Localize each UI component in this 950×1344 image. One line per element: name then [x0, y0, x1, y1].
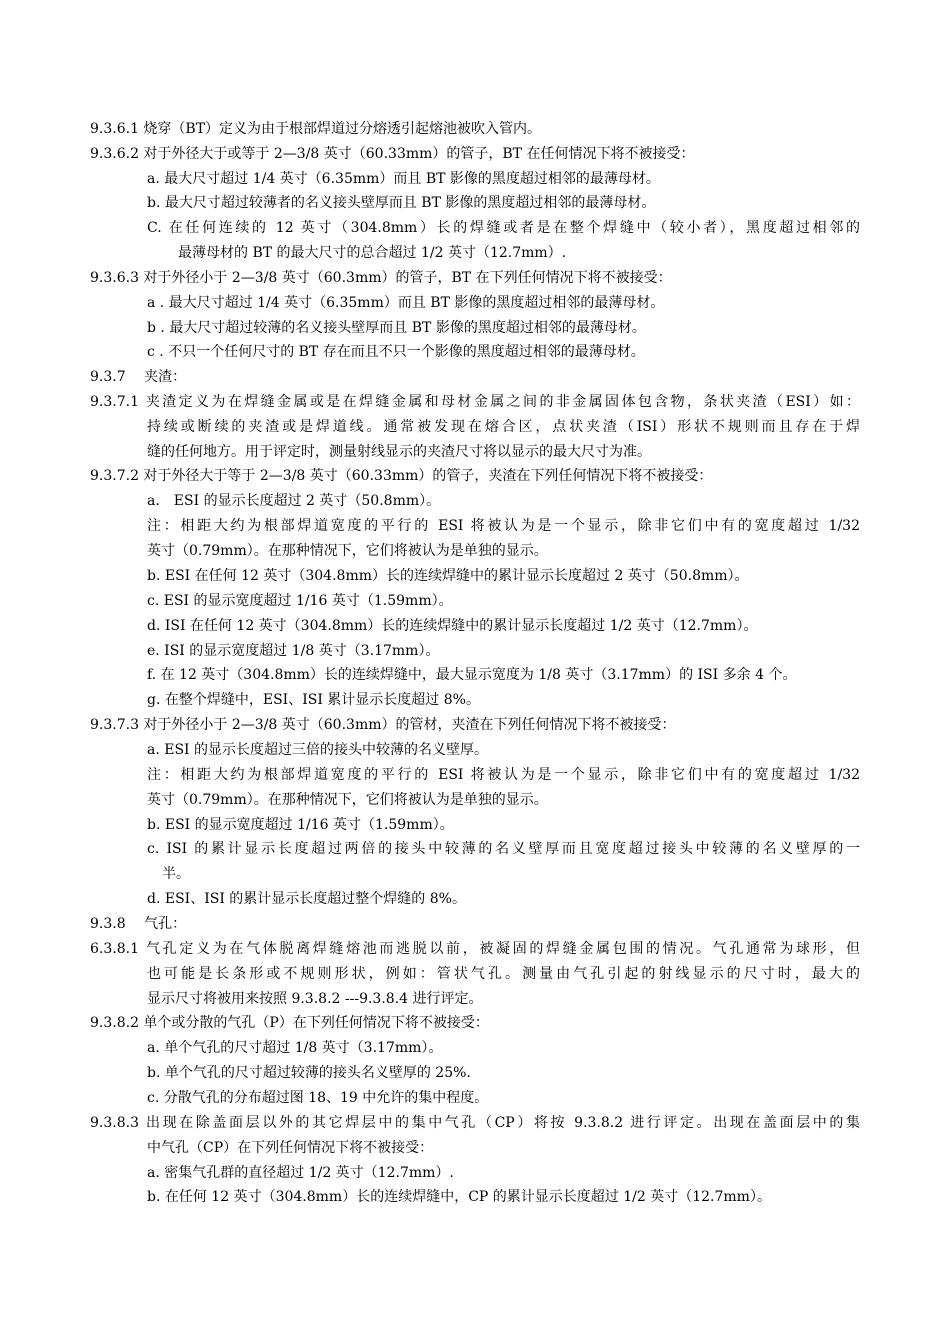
text-line: 显示尺寸将被用来按照 9.3.8.2 ---9.3.8.4 进行评定。 [147, 991, 483, 1007]
text-line: 9.3.8.3 出现在除盖面层以外的其它焊层中的集中气孔（CP）将按 9.3.8.2 进行评定。出现在盖面层中的集 [90, 1115, 860, 1131]
text-line: 9.3.6.2 对于外径大于或等于 2—3/8 英寸（60.33mm）的管子，BT 在任何情况下将不被接受： [90, 146, 695, 162]
text-line: b . 最大尺寸超过较薄的名义接头壁厚而且 BT 影像的黑度超过相邻的最薄母材。 [147, 320, 646, 336]
text-line: g. 在整个焊缝中，ESI、ISI 累计显示长度超过 8%。 [147, 692, 480, 708]
text-line: d. ISI 在任何 12 英寸（304.8mm）长的连续焊缝中的累计显示长度超过 1/2 英寸（12.7mm）。 [147, 618, 758, 634]
note-line: 注：相距大约为根部焊道宽度的平行的 ESI 将被认为是一个显示，除非它们中有的宽度超过 1/32 [147, 767, 860, 783]
text-line: 9.3.6.1 烧穿（BT）定义为由于根部焊道过分熔透引起熔池被吹入管内。 [90, 121, 542, 137]
text-line: 半。 [162, 866, 190, 882]
text-line: a. 密集气孔群的直径超过 1/2 英寸（12.7mm）. [147, 1165, 454, 1181]
section-heading: 9.3.8 气孔： [90, 916, 187, 932]
text-line: b. 单个气孔的尺寸超过较薄的接头名义壁厚的 25%. [147, 1065, 471, 1081]
text-line: 9.3.6.3 对于外径小于 2—3/8 英寸（60.3mm）的管子，BT 在下列任何情况下将不被接受： [90, 270, 672, 286]
text-line: 6.3.8.1 气孔定义为在气体脱离焊缝熔池而逃脱以前，被凝固的焊缝金属包围的情况。气孔通常为球形，但 [90, 941, 860, 957]
text-line: a. 最大尺寸超过 1/4 英寸（6.35mm）而且 BT 影像的黑度超过相邻的最薄母材。 [147, 171, 660, 187]
text-line: a. ESI 的显示长度超过三倍的接头中较薄的名义壁厚。 [147, 742, 489, 758]
text-line: a . 最大尺寸超过 1/4 英寸（6.35mm）而且 BT 影像的黑度超过相邻的最薄母材。 [147, 295, 665, 311]
note-line: 英寸（0.79mm）。在那种情况下，它们将被认为是单独的显示。 [147, 792, 548, 808]
text-line: 缝的任何地方。用于评定时，测量射线显示的夹渣尺寸将以显示的最大尺寸为准。 [147, 444, 651, 460]
text-line: b. ESI 的显示宽度超过 1/16 英寸（1.59mm）。 [147, 817, 454, 833]
text-line: c. ESI 的显示宽度超过 1/16 英寸（1.59mm）。 [147, 593, 453, 609]
text-line: a. 单个气孔的尺寸超过 1/8 英寸（3.17mm）。 [147, 1040, 443, 1056]
note-line: 注：相距大约为根部焊道宽度的平行的 ESI 将被认为是一个显示，除非它们中有的宽度超过 1/32 [147, 518, 860, 534]
text-line: 9.3.7.2 对于外径大于等于 2—3/8 英寸（60.33mm）的管子，夹渣在下列任何情况下将不被接受： [90, 468, 713, 484]
text-line: a. ESI 的显示长度超过 2 英寸（50.8mm）。 [147, 493, 441, 509]
text-line: 9.3.7.3 对于外径小于 2—3/8 英寸（60.3mm）的管材，夹渣在下列任何情况下将不被接受： [90, 717, 676, 733]
text-line: 持续或断续的夹渣或是焊道线。通常被发现在熔合区，点状夹渣（ISI）形状不规则而且存在于焊 [147, 419, 860, 435]
note-line: 英寸（0.79mm）。在那种情况下，它们将被认为是单独的显示。 [147, 543, 548, 559]
text-line: b. ESI 在任何 12 英寸（304.8mm）长的连续焊缝中的累计显示长度超过 2 英寸（50.8mm）。 [147, 568, 749, 584]
text-line: 中气孔（CP）在下列任何情况下将不被接受： [147, 1140, 434, 1156]
section-heading: 9.3.7 夹渣： [90, 369, 187, 385]
text-line: 9.3.8.2 单个或分散的气孔（P）在下列任何情况下将不被接受： [90, 1015, 489, 1031]
text-line: 最薄母材的 BT 的最大尺寸的总合超过 1/2 英寸（12.7mm）. [178, 245, 567, 261]
text-line: b. 最大尺寸超过较薄者的名义接头壁厚而且 BT 影像的黑度超过相邻的最薄母材。 [147, 195, 656, 211]
text-line: c. ISI 的累计显示长度超过两倍的接头中较薄的名义壁厚而且宽度超过接头中较薄的名义壁厚的一 [147, 841, 860, 857]
text-line: f. 在 12 英寸（304.8mm）长的连续焊缝中，最大显示宽度为 1/8 英寸（3.17mm）的 ISI 多余 4 个。 [147, 667, 797, 683]
text-line: d. ESI、ISI 的累计显示长度超过整个焊缝的 8%。 [147, 891, 466, 907]
text-line: b. 在任何 12 英寸（304.8mm）长的连续焊缝中，CP 的累计显示长度超过 1/2 英寸（12.7mm）。 [147, 1189, 771, 1205]
text-line: 9.3.7.1 夹渣定义为在焊缝金属或是在焊缝金属和母材金属之间的非金属固体包含物，条状夹渣（ESI）如： [90, 394, 860, 410]
text-line: 也可能是长条形或不规则形状，例如：管状气孔。测量由气孔引起的射线显示的尺寸时，最大的 [147, 966, 860, 982]
text-line: e. ISI 的显示宽度超过 1/8 英寸（3.17mm）。 [147, 643, 440, 659]
text-line: c. 分散气孔的分布超过图 18、19 中允许的集中程度。 [147, 1090, 489, 1106]
text-line: c . 不只一个任何尺寸的 BT 存在而且不只一个影像的黑度超过相邻的最薄母材。 [147, 344, 645, 360]
text-line: C. 在任何连续的 12 英寸（304.8mm）长的焊缝或者是在整个焊缝中（较小者），黑度超过相邻的 [147, 220, 860, 236]
